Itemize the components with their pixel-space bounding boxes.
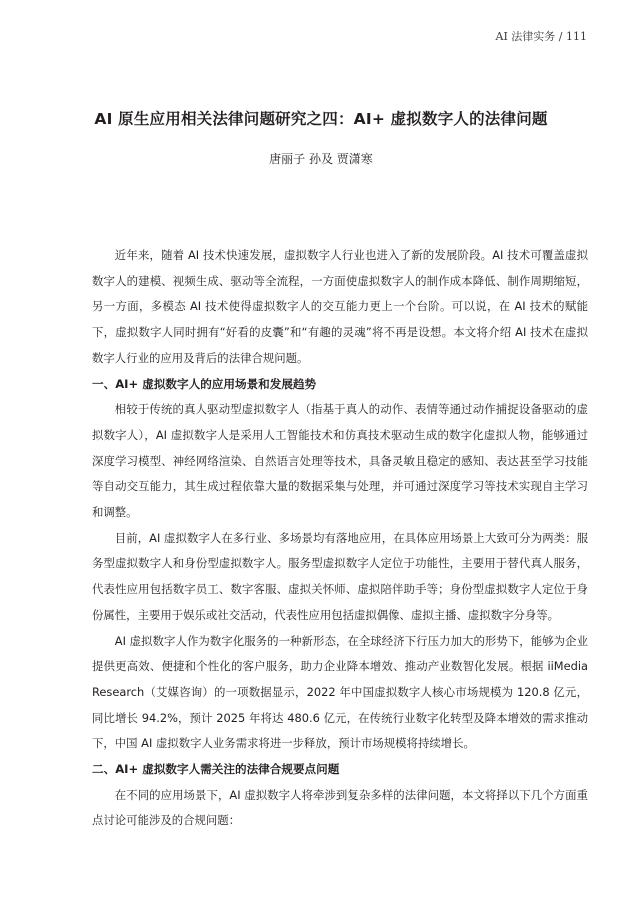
section-heading-2: 二、AI+ 虚拟数字人需关注的法律合规要点问题 <box>92 762 340 777</box>
body-paragraph: 相较于传统的真人驱动型虚拟数字人（指基于真人的动作、表情等通过动作捕捉设备驱动的虚拟数字人），AI 虚拟数字人是采用人工智能技术和仿真技术驱动生成的数字化虚拟人物，能够通过深度学习模型、神经网络渲染、自然语言处理等技术，具备灵敏且稳定的感知、表达甚至学习技能等自动交互能力，其生成过程依靠大量的数据采集与处理，并可通过深度学习等技术实现自主学习和调整。 <box>92 402 588 520</box>
section-heading-1: 一、AI+ 虚拟数字人的应用场景和发展趋势 <box>92 376 317 391</box>
article-body <box>92 243 588 834</box>
running-header: AI 法律实务 / 111 <box>495 30 587 43</box>
body-paragraph: 目前，AI 虚拟数字人在多行业、多场景均有落地应用，在具体应用场景上大致可分为两类：服务型虚拟数字人和身份型虚拟数字人。服务型虚拟数字人定位于功能性，主要用于替代真人服务，代表性应用包括数字员工、数字客服、虚拟关怀师、虚拟陪伴助手等；身份型虚拟数字人定位于身份属性，主要用于娱乐或社交活动，代表性应用包括虚拟偶像、虚拟主播、虚拟数字分身等。 <box>92 530 588 622</box>
intro-paragraph: 近年来，随着 AI 技术快速发展，虚拟数字人行业也进入了新的发展阶段。AI 技术可覆盖虚拟数字人的建模、视频生成、驱动等全流程，一方面使虚拟数字人的制作成本降低、制作周期缩短，另一方面，多模态 AI 技术使得虚拟数字人的交互能力更上一个台阶。可以说，在 AI 技术的赋能下，虚拟数字人同时拥有“好看的皮囊”和“有趣的灵魂”将不再是设想。本文将介绍 AI 技术在虚拟数字人行业的应用及背后的法律合规问题。 <box>92 248 588 365</box>
article-authors: 唐丽子 孙及 贾潇寒 <box>269 152 373 166</box>
body-paragraph: 在不同的应用场景下，AI 虚拟数字人将牵涉到复杂多样的法律问题，本文将择以下几个方面重点讨论可能涉及的合规问题： <box>92 787 588 828</box>
body-paragraph: AI 虚拟数字人作为数字化服务的一种新形态，在全球经济下行压力加大的形势下，能够为企业提供更高效、便捷和个性化的客户服务，助力企业降本增效、推动产业数智化发展。根据 iiMedia Research（艾媒咨询）的一项数据显示，2022 年中国虚拟数字人核心市场规模为 120.8 亿元，同比增长 94.2%，预计 2025 年将达 480.6 亿元，在传统行业数字化转型及降本增效的需求推动下，中国 AI 虚拟数字人业务需求将进一步释放，预计市场规模将持续增长。 <box>92 633 588 751</box>
article-title: AI 原生应用相关法律问题研究之四：AI+ 虚拟数字人的法律问题 <box>94 110 548 128</box>
